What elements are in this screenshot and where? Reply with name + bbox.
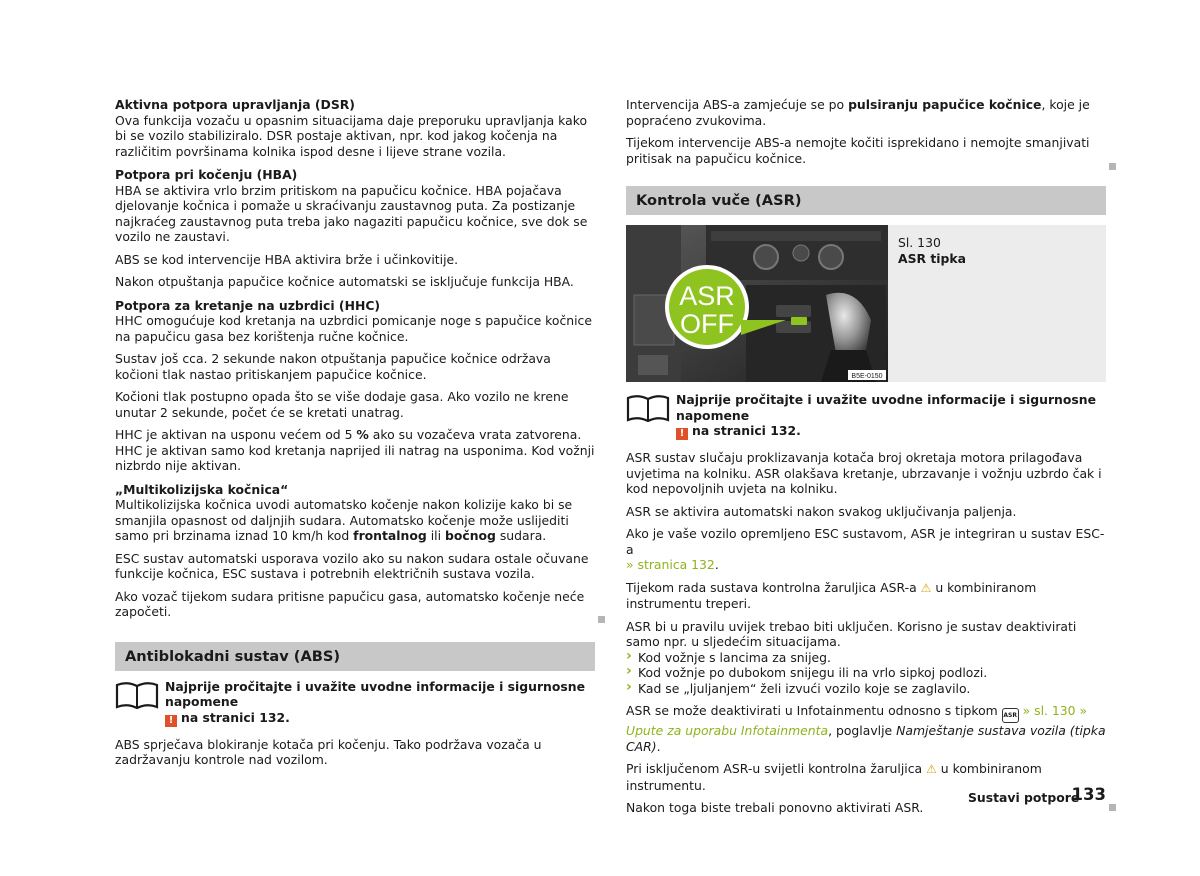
dsr-body: Ova funkcija vozaču u opasnim situacijama daje preporuku upravljanja kako bi se vozilo stabiliziralo. DSR postaje aktivan, npr. kod jakog kočenja na različitim površinama kolnika ispod desne i lijeve strane vozila.: [115, 112, 588, 159]
asr-p4: Tijekom rada sustava kontrolna žaruljica ASR-a ⚠ u kombiniranom instrumentu treperi.: [626, 579, 1037, 611]
figure-title: ASR tipka: [898, 251, 967, 266]
asr-badge-line2: OFF: [680, 309, 734, 339]
list-item: › Kod vožnje s lancima za snijeg.: [626, 650, 1106, 666]
open-book-icon: [626, 394, 670, 422]
asr-warning-lamp-icon: ⚠: [920, 580, 932, 595]
asr-figure: [626, 225, 1106, 382]
footer-section-title: Sustavi potpore: [968, 790, 1080, 805]
hba-p3: Nakon otpuštanja papučice kočnice automatski se isključuje funkcija HBA.: [115, 274, 574, 289]
multi-body: Multikolizijska kočnica uvodi automatsko kočenje nakon kolizije kako bi se smanjila opasnost od daljnjih sudara. Automatsko kočenje može uslijediti samo pri brzinama iznad 10 km/h kod frontalnog ili bočnog sudara.: [115, 497, 573, 543]
asr-notice: [626, 392, 1106, 440]
hhc-body: HHC omogućuje kod kretanja na uzbrdici pomicanje noge s papučice kočnice na papučicu gasa bez korištenja ručne kočnice.: [115, 313, 592, 344]
hba-p2: ABS se kod intervencije HBA aktivira brže i učinkovitije.: [115, 251, 459, 267]
figure-number: Sl. 130: [898, 235, 941, 250]
notice-text-line1: Najprije pročitajte i uvažite uvodne informacije i sigurnosne napomene: [676, 392, 1096, 423]
asr-p6: ASR se može deaktivirati u Infotainmentu odnosno s tipkom ASR » sl. 130 » Upute za uporabu Infotainmenta, poglavlje Namještanje sustava vozila (tipka CAR).: [626, 703, 1106, 754]
list-item: › Kod vožnje po dubokom snijegu ili na vrlo sipkoj podlozi.: [626, 665, 1106, 681]
abs-cont-p2: Tijekom intervencije ABS-a nemojte kočiti isprekidano i nemojte smanjivati pritisak na papučicu kočnice.: [626, 135, 1106, 166]
figure-reference-link[interactable]: » sl. 130 »: [1018, 703, 1088, 718]
hba-block: [115, 167, 595, 245]
open-book-icon: [115, 681, 159, 709]
dsr-heading: Aktivna potpora upravljanja (DSR): [115, 97, 355, 112]
abs-section-title: Antiblokadni sustav (ABS): [115, 642, 595, 671]
hhc-p3: Kočioni tlak postupno opada što se više dodaje gasa. Ako vozilo ne krene unutar 2 sekunde, počet će se kretati unatrag.: [115, 389, 569, 420]
asr-p5: ASR bi u pravilu uvijek trebao biti uključen. Korisno je sustav deaktivirati samo npr. u sljedećim situacijama.: [626, 618, 1077, 649]
warning-icon: !: [165, 715, 177, 727]
section-end-marker: [1109, 804, 1116, 811]
hhc-p2: Sustav još cca. 2 sekunde nakon otpuštanja papučice kočnice održava kočioni tlak nastao pritiskanjem papučice kočnice.: [115, 351, 551, 382]
hhc-block: [115, 298, 595, 345]
notice-page-link[interactable]: na stranici 132.: [692, 423, 801, 438]
abs-body: ABS sprječava blokiranje kotača pri kočenju. Tako podržava vozača u zadržavanju kontrole nad vozilom.: [115, 736, 542, 767]
asr-badge-line1: ASR: [679, 281, 735, 311]
multi-p2: ESC sustav automatski usporava vozilo ako su nakon sudara ostale očuvane funkcije kočnica, ESC sustava i potrebnih električnih sustava vozila.: [115, 550, 589, 581]
notice-page-link[interactable]: na stranici 132.: [181, 709, 290, 725]
asr-figure-image: [626, 225, 888, 382]
page-number: 133: [1071, 785, 1106, 804]
hba-heading: Potpora pri kočenju (HBA): [115, 167, 298, 182]
asr-p3: Ako je vaše vozilo opremljeno ESC sustavom, ASR je integriran u sustav ESC-a » stranica 132.: [626, 526, 1105, 572]
abs-cont-p1: Intervencija ABS-a zamjećuje se po pulsiranju papučice kočnice, koje je popraćeno zvukovima.: [626, 97, 1090, 128]
hhc-p4: HHC je aktivan na usponu većem od 5 % ako su vozačeva vrata zatvorena. HHC je aktivan samo kod kretanja naprijed ili natrag na usponima. Kod vožnji nizbrdo nije aktivan.: [115, 427, 595, 473]
right-column: [626, 97, 1106, 823]
list-item: › Kad se „ljuljanjem“ želi izvući vozilo koje se zaglavilo.: [626, 681, 1106, 697]
asr-p7: Pri isključenom ASR-u svijetli kontrolna žaruljica ⚠ u kombiniranom instrumentu.: [626, 761, 1042, 793]
section-end-marker: [1109, 163, 1116, 170]
asr-button-icon: ASR: [1002, 708, 1019, 723]
notice-text-line1: Najprije pročitajte i uvažite uvodne informacije i sigurnosne napomene: [165, 678, 585, 709]
section-end-marker: [598, 616, 605, 623]
multi-heading: „Multikolizijska kočnica“: [115, 481, 289, 497]
multi-p3: Ako vozač tijekom sudara pritisne papučicu gasa, automatsko kočenje neće započeti.: [115, 589, 595, 620]
figure-code: B5E-0150: [851, 373, 883, 380]
center-console-illustration: [626, 225, 888, 382]
asr-p1: ASR sustav slučaju proklizavanja kotača broj okretaja motora prilagođava uvjetima na kolniku. ASR olakšava kretanje, ubrzavanje i vožnju uzbrdo čak i kod nepovoljnih uvjeta na kolniku.: [626, 450, 1102, 496]
abs-notice: [115, 679, 595, 727]
hhc-heading: Potpora za kretanje na uzbrdici (HHC): [115, 297, 381, 313]
multi-block: [115, 482, 595, 544]
hba-body: HBA se aktivira vrlo brzim pritiskom na papučicu kočnice. HBA pojačava djelovanje kočnica i pomaže u skraćivanju zaustavnog puta. Za postizanje najkraćeg zaustavnog puta treba jako nagaziti papučicu kočnice, sve dok se vozilo ne zaustavi.: [115, 182, 588, 244]
asr-p2: ASR se aktivira automatski nakon svakog uključivanja paljenja.: [626, 503, 1017, 519]
asr-section-title: Kontrola vuče (ASR): [626, 186, 1106, 215]
page-reference-link[interactable]: » stranica 132: [626, 557, 715, 572]
asr-figure-caption: [888, 225, 1106, 382]
warning-icon: !: [676, 428, 688, 440]
asr-p8: Nakon toga biste trebali ponovno aktivirati ASR.: [626, 800, 1106, 816]
page-footer: [968, 787, 1108, 807]
dsr-block: [115, 97, 595, 159]
infotainment-manual-link[interactable]: Upute za uporabu Infotainmenta: [626, 723, 829, 738]
left-column: [115, 97, 595, 775]
asr-warning-lamp-icon: ⚠: [926, 762, 937, 776]
